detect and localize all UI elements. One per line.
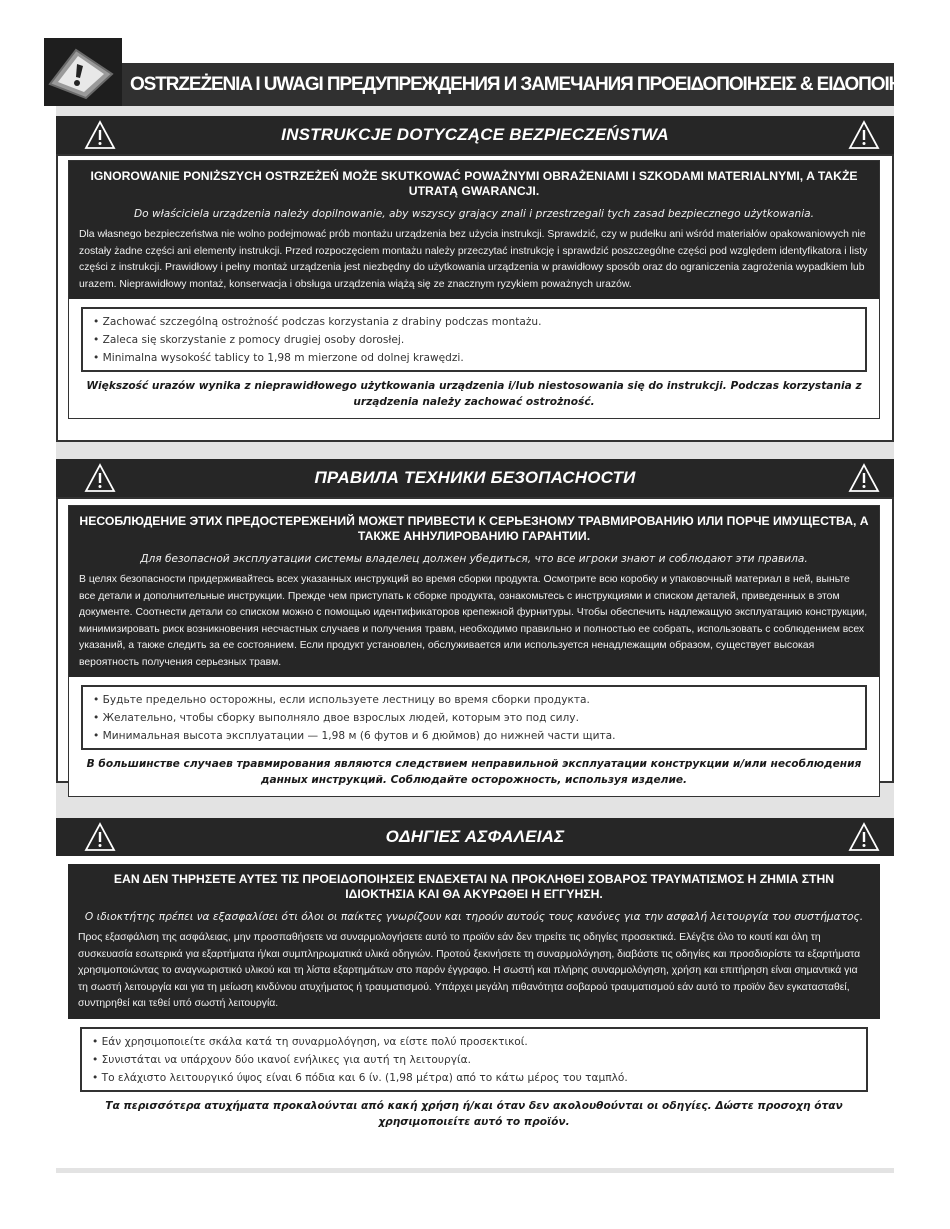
page-header-title: OSTRZEŻENIA I UWAGI ПРЕДУПРЕЖДЕНИЯ И ЗАМЕЧАНИЯ ΠΡΟΕΙΔΟΠΟΙΗΣΕΙΣ & ΕΙΔΟΠΟΙΗΣΕΙΣ: [130, 74, 938, 95]
owner-responsibility-line: Do właściciela urządzenia należy dopilnowanie, aby wszyscy grający znali i przestrzegali tych zasad bezpiecznego użytkowania.: [134, 208, 814, 220]
warning-panel: [68, 160, 880, 419]
safety-paragraph: Προς εξασφάλιση της ασφάλειας, μην προσπαθήσετε να συναρμολογήσετε αυτό το προϊόν εάν δεν τηρείτε τις οδηγίες προσεκτικά. Ελέγξτε όλο το κουτί και όλη τη συσκευασία εσωτερικά για εξαρτήματα ή/και συμπληρωματικά υλικά οδηγιών. Προτού ξεκινήσετε τη συναρμολόγηση, διαβάστε τις οδηγίες και προσδιορίστε τα εξαρτήματα χρησιμοποιώντας το αναγνωριστικό υλικού και τη λίστα εξαρτημάτων στο παρόν έγγραφο. Η σωστή και πλήρης συναρμολόγηση, χρήση και επιτήρηση είναι σημαντικά για τη σωστή λειτουργία και για τη μείωση κινδύνου ατυχήματος ή τραυματισμού. Υπάρχει μεγάλη πιθανότητα σοβαρού τραυματισμού εάν αυτό το προϊόν δεν εγκατασταθεί, συντηρηθεί και τεθεί υπό σωστή λειτουργία.: [78, 932, 861, 1009]
list-item: • Το ελάχιστο λειτουργικό ύψος είναι 6 πόδια και 6 ίν. (1,98 μέτρα) από το κάτω μέρος του ταμπλό.: [92, 1071, 628, 1084]
warning-dark-box: [69, 161, 879, 299]
section-body: [56, 497, 894, 786]
safety-section-russian: [56, 459, 894, 786]
owner-responsibility-line: Ο ιδιοκτήτης πρέπει να εξασφαλίσει ότι όλοι οι παίκτες γνωρίζουν και τηρούν αυτούς τους κανόνες για την ασφαλή λειτουργία του συστήματος.: [84, 911, 864, 923]
section-body: [56, 856, 894, 1168]
section-title: INSTRUKCJE DOTYCZĄCE BEZPIECZEŃSTWA: [281, 125, 669, 144]
list-item: • Εάν χρησιμοποιείτε σκάλα κατά τη συναρμολόγηση, να είστε πολύ προσεκτικοί.: [92, 1035, 528, 1048]
closing-note: Τα περισσότερα ατυχήματα προκαλούνται από κακή χρήση ή/και όταν δεν ακολουθούνται οι οδηγίες. Δώστε προσοχη όταν χρησιμοποιείτε αυτό το προϊόν.: [68, 1094, 880, 1138]
warning-triangle-icon: [84, 463, 116, 493]
safety-paragraph: Dla własnego bezpieczeństwa nie wolno podejmować prób montażu urządzenia bez użycia instrukcji. Sprawdzić, czy w pudełku ani wśród materiałów opakowaniowych nie zostały żadne części ani elementy instrukcji. Przed rozpoczęciem montażu należy przeczytać instrukcję i sprawdzić poszczególne części pod względem identyfikatora i listy części z instrukcji. Prawidłowy i pełny montaż urządzenia jest niezbędny do użytkowania urządzenia w prawidłowy sposób oraz do ograniczenia zagrożenia wypadkiem lub urazem. Nieprawidłowy montaż, konserwacja i obsługa urządzenia wiążą się ze znacznym ryzykiem poważnych urazów.: [79, 229, 868, 290]
section-title-bar: [56, 818, 894, 856]
precautions-area: [69, 299, 879, 374]
list-item: • Minimalna wysokość tablicy to 1,98 m mierzone od dolnej krawędzi.: [93, 352, 464, 364]
warning-dark-box: [69, 506, 879, 677]
safety-paragraph: В целях безопасности придерживайтесь всех указанных инструкций во время сборки продукта. Осмотрите всю коробку и упаковочный материал в ней, выньте все детали и дополнительные инструкции. Прежде чем приступать к сборке продукта, ознакомьтесь с инструкциями и списком деталей, приведенных в этом документе. Соотнести детали со списком можно с помощью идентификаторов крепежной фурнитуры. Чтобы обеспечить надлежащую эксплуатацию конструкции, минимизировать риск возникновения несчастных случаев и получения травм, необходимо правильно и полностью ее собрать, использовать с соблюдением всех указаний, а также следить за ее состоянием. Если продукт установлен, обслуживается или используется ненадлежащим образом, существует высокая вероятность получения серьезных травм.: [79, 574, 868, 668]
precautions-list: [80, 1027, 868, 1092]
warning-triangle-icon: [848, 120, 880, 150]
warning-panel: [68, 864, 880, 1138]
warning-triangle-icon: [848, 463, 880, 493]
list-item: • Zaleca się skorzystanie z pomocy drugiej osoby dorosłej.: [93, 334, 405, 346]
list-item: • Будьте предельно осторожны, если используете лестницу во время сборки продукта.: [93, 694, 590, 706]
precautions-area: [69, 677, 879, 752]
section-title-bar: [56, 116, 894, 154]
safety-section-polish: [56, 116, 894, 442]
owner-responsibility-line: Для безопасной эксплуатации системы владелец должен убедиться, что все игроки знают и соблюдают эти правила.: [140, 553, 808, 565]
section-title-bar: [56, 459, 894, 497]
warning-heading: ΕΑΝ ΔΕΝ ΤΗΡΗΣΕΤΕ ΑΥΤΕΣ ΤΙΣ ΠΡΟΕΙΔΟΠΟΙΗΣΕΙΣ ΕΝΔΕΧΕΤΑΙ ΝΑ ΠΡΟΚΛΗΘΕΙ ΣΟΒΑΡΟΣ ΤΡΑΥΜΑΤΙΣΜΟΣ Η ΖΗΜΙΑ ΣΤΗΝ ΙΔΙΟΚΤΗΣΙΑ ΚΑΙ ΘΑ ΑΚΥΡΩΘΕΙ Η ΕΓΓΥΗΣΗ.: [113, 872, 835, 901]
list-item: • Минимальная высота эксплуатации — 1,98 м (6 футов и 6 дюймов) до нижней части щита.: [93, 730, 616, 742]
warning-heading: IGNOROWANIE PONIŻSZYCH OSTRZEŻEŃ MOŻE SKUTKOWAĆ POWAŻNYMI OBRAŻENIAMI I SZKODAMI MATERIALNYMI, A TAKŻE UTRATĄ GWARANCJI.: [90, 169, 858, 198]
warning-triangle-icon: [84, 120, 116, 150]
warning-panel: [68, 505, 880, 797]
warning-sign-icon: [46, 44, 116, 100]
section-title: ΟΔΗΓΙΕΣ ΑΣΦΑΛΕΙΑΣ: [385, 827, 565, 846]
warning-dark-box: [68, 864, 880, 1019]
closing-note: В большинстве случаев травмирования являются следствием неправильной эксплуатации конструкции и/или несоблюдения данных инструкций. Соблюдайте осторожность, используя изделие.: [69, 752, 879, 796]
warning-heading: НЕСОБЛЮДЕНИЕ ЭТИХ ПРЕДОСТЕРЕЖЕНИЙ МОЖЕТ ПРИВЕСТИ К СЕРЬЕЗНОМУ ТРАВМИРОВАНИЮ ИЛИ ПОРЧЕ ИМУЩЕСТВА, А ТАКЖЕ АННУЛИРОВАНИЮ ГАРАНТИИ.: [79, 514, 869, 543]
precautions-list: [81, 307, 867, 372]
section-title: ПРАВИЛА ТЕХНИКИ БЕЗОПАСНОСТИ: [314, 468, 636, 487]
list-item: • Zachować szczególną ostrożność podczas korzystania z drabiny podczas montażu.: [93, 316, 542, 328]
warning-triangle-icon: [84, 822, 116, 852]
closing-note: Większość urazów wynika z nieprawidłowego użytkowania urządzenia i/lub niestosowania się do instrukcji. Podczas korzystania z urządzenia należy zachować ostrożność.: [69, 374, 879, 418]
precautions-list: [81, 685, 867, 750]
precautions-area: [68, 1019, 880, 1094]
list-item: • Συνιστάται να υπάρχουν δύο ικανοί ενήλικες για αυτή τη λειτουργία.: [92, 1053, 471, 1066]
section-body: [56, 154, 894, 442]
list-item: • Желательно, чтобы сборку выполняло двое взрослых людей, которым это под силу.: [93, 712, 579, 724]
safety-section-greek: [56, 818, 894, 1168]
warning-triangle-icon: [848, 822, 880, 852]
